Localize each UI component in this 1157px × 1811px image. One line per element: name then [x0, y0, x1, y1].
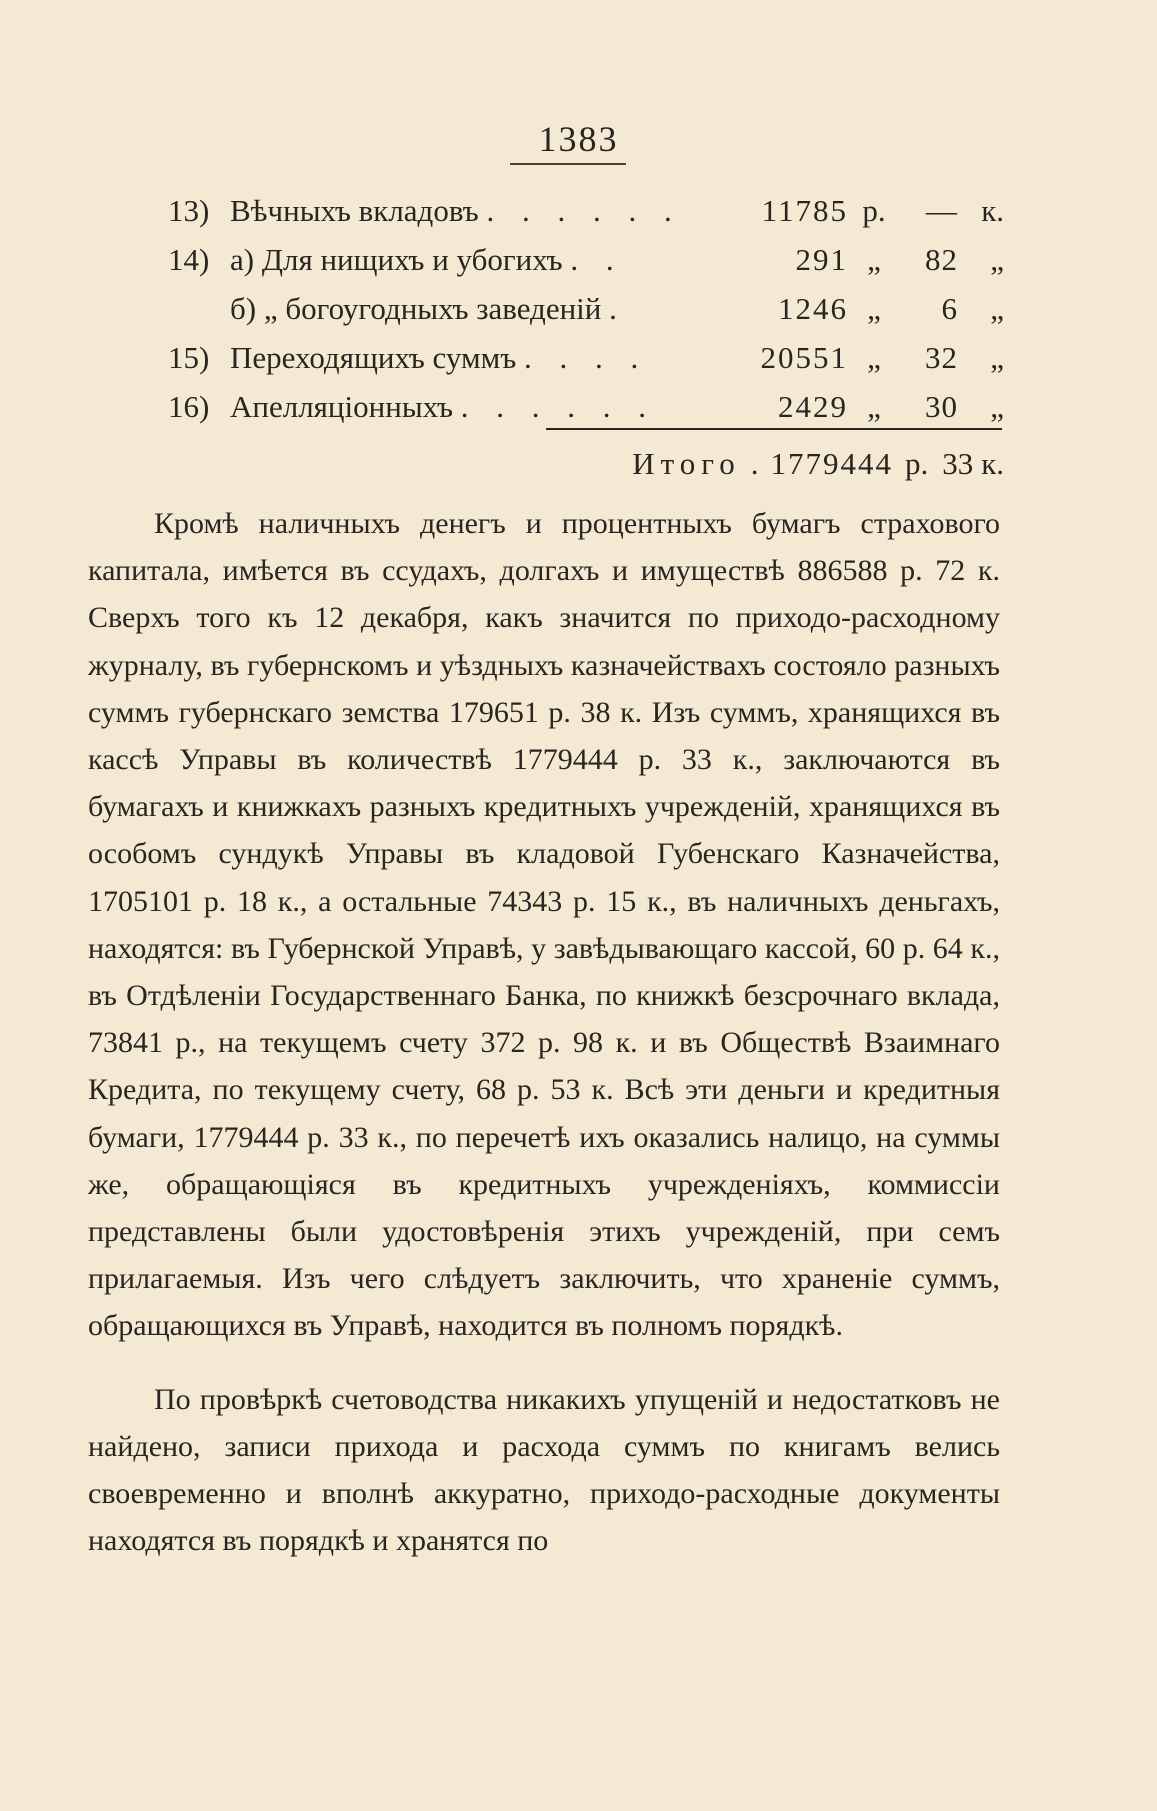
- rub-unit: „: [867, 291, 881, 326]
- rub-unit: р.: [862, 193, 886, 228]
- page-number: 1383: [538, 119, 619, 159]
- row-amount: 11785: [761, 193, 848, 228]
- leader-dots: . . . . . .: [460, 389, 656, 424]
- row-amount: 1246: [778, 291, 848, 326]
- row-description: Апелляціонныхъ . . . . . .: [230, 389, 656, 424]
- paragraph: Кромѣ наличныхъ денегъ и процентныхъ бумагъ страхового капитала, имѣется въ ссудахъ, долгахъ и имуществѣ 886588 р. 72 к. Сверхъ того къ 12 декабря, какъ значится по приходо-расходному журналу, въ губернскомъ и уѣздныхъ казначействахъ состояло разныхъ суммъ губернскаго земства 179651 р. 38 к. Изъ суммъ, хранящихся въ кассѣ Управы въ количествѣ 1779444 р. 33 к., заключаются въ бумагахъ и книжкахъ разныхъ кредитныхъ учрежденій, хранящихся въ особомъ сундукѣ Управы въ кладовой Губенскаго Казначейства, 1705101 р. 18 к., а остальные 74343 р. 15 к., въ наличныхъ деньгахъ, находятся: въ Губернской Управѣ, у завѣдывающаго кассой, 60 р. 64 к., въ Отдѣленіи Государственнаго Банка, по книжкѣ безсрочнаго вклада, 73841 р., на текущемъ счету 372 р. 98 к. и въ Обществѣ Взаимнаго Кредита, по текущему счету, 68 р. 53 к. Всѣ эти деньги и кредитныя бумаги, 1779444 р. 33 к., по перечетѣ ихъ оказались налицо, на суммы же, обращающіяся въ кредитныхъ учрежденіяхъ, коммиссіи представлены были удостовѣренія этихъ учрежденій, при семъ прилагаемыя. Изъ чего слѣдуетъ заключить, что храненіе суммъ, обращающихся въ Управѣ, находится въ полномъ порядкѣ.: [88, 507, 1000, 1343]
- total-kopecks: 33: [942, 446, 974, 481]
- leader-dots: . .: [570, 242, 624, 277]
- leader-dots: . . . .: [523, 340, 649, 375]
- row-number: 13): [168, 193, 210, 228]
- total-dot: .: [750, 446, 759, 481]
- row-number: 15): [168, 340, 210, 375]
- row-description: Вѣчныхъ вкладовъ . . . . . .: [230, 193, 682, 228]
- ledger-row: [168, 242, 1004, 291]
- row-amount: 2429: [778, 389, 848, 424]
- total-rule: [546, 428, 1002, 430]
- ledger-row: [168, 389, 1004, 438]
- kop-unit: „: [990, 242, 1004, 277]
- ledger-row: [168, 291, 1004, 340]
- row-amount: 291: [795, 242, 848, 277]
- total-rub-unit: р.: [904, 446, 929, 481]
- row-amount: 20551: [760, 340, 848, 375]
- leader-dots: . . . . . .: [486, 193, 682, 228]
- rub-unit: „: [867, 389, 881, 424]
- kop-unit: „: [990, 291, 1004, 326]
- row-description: Переходящихъ суммъ . . . .: [230, 340, 649, 375]
- body-text: [88, 500, 1000, 1564]
- rub-unit: „: [867, 242, 881, 277]
- ledger-table: [168, 193, 1004, 438]
- row-number: 16): [168, 389, 210, 424]
- ledger-row: [168, 340, 1004, 389]
- total-label: Итого: [632, 446, 741, 481]
- leader-dots: .: [609, 291, 627, 326]
- row-description: б) „ богоугодныхъ заведеній .: [230, 291, 627, 326]
- row-kopecks: 30: [925, 389, 958, 424]
- total-row: [560, 446, 1004, 482]
- row-kopecks: 6: [941, 291, 958, 326]
- row-kopecks: —: [926, 193, 958, 228]
- kop-unit: „: [990, 340, 1004, 375]
- kop-unit: „: [990, 389, 1004, 424]
- ledger-row: [168, 193, 1004, 242]
- header-rule: [510, 163, 626, 165]
- kop-unit: к.: [981, 193, 1004, 228]
- row-kopecks: 82: [925, 242, 958, 277]
- row-number: 14): [168, 242, 210, 277]
- total-kop-unit: к.: [981, 446, 1004, 481]
- total-amount: 1779444: [770, 446, 893, 481]
- rub-unit: „: [867, 340, 881, 375]
- row-description: а) Для нищихъ и убогихъ . .: [230, 242, 624, 277]
- row-kopecks: 32: [925, 340, 958, 375]
- paragraph: По провѣркѣ счетоводства никакихъ упущеній и недостатковъ не найдено, записи прихода и расхода суммъ по книгамъ велись своевременно и вполнѣ аккуратно, приходо-расходные документы находятся въ порядкѣ и хранятся по: [88, 1382, 1000, 1558]
